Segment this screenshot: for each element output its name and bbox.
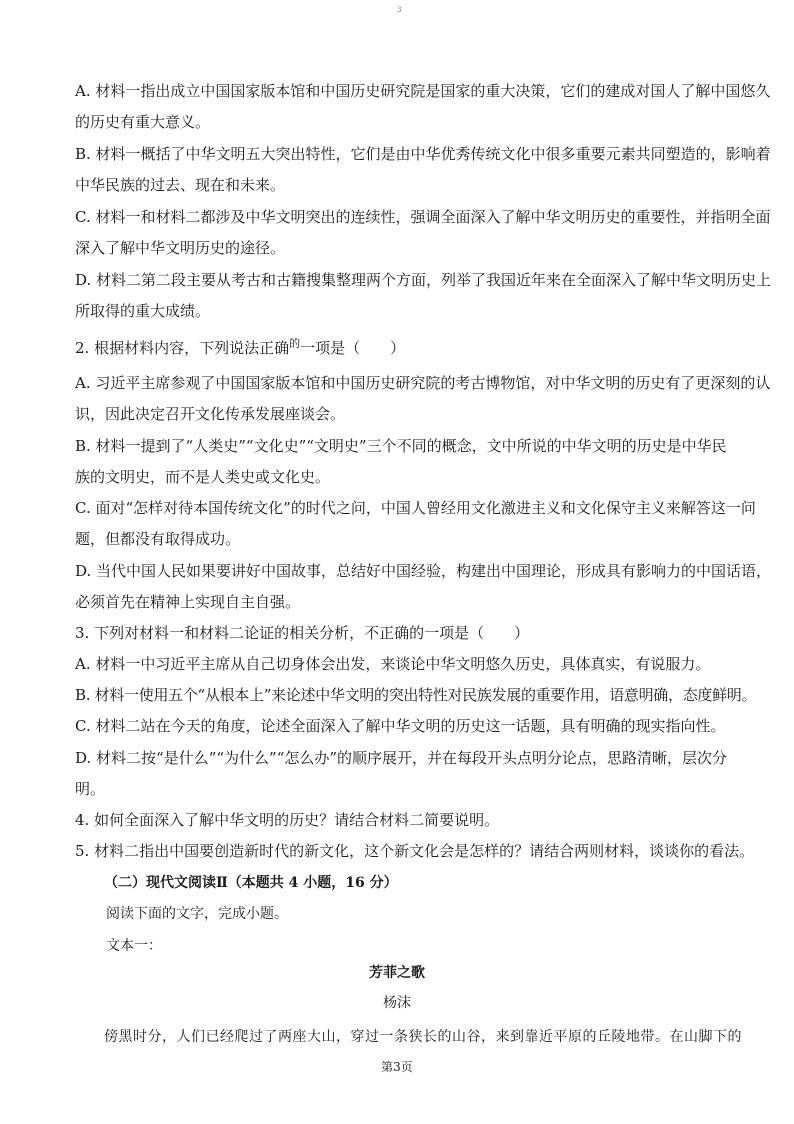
q1-option-a-line2: 的历史有重大意义。: [75, 113, 211, 131]
q1-option-d-line2: 所取得的重大成绩。: [75, 302, 211, 320]
q1-option-a-line1: A. 材料一指出成立中国国家版本馆和中国历史研究院是国家的重大决策，它们的建成对国人了解中国悠久: [75, 82, 771, 100]
q2-option-a-line2: 识，因此决定召开文化传承发展座谈会。: [75, 405, 346, 423]
story-first-line: 傍黑时分，人们已经爬过了两座大山，穿过一条狭长的山谷，来到靠近平原的丘陵地带。在山脚下的: [104, 1029, 742, 1045]
q2-option-b-line1: B. 材料一提到了“人类史”“文化史”“文明史”三个不同的概念，文中所说的中华文明的历史是中华民: [75, 437, 727, 455]
q3-stem: 3. 下列对材料一和材料二论证的相关分析，不正确的一项是（ ）: [75, 624, 530, 642]
page-top-mark: 3: [397, 6, 402, 14]
q2-option-c-line2: 题，但都没有取得成功。: [75, 530, 241, 548]
q3-option-d-line2: 明。: [75, 780, 106, 798]
q3-option-c: C. 材料二站在今天的角度，论述全面深入了解中华文明的历史这一话题，具有明确的现实指向性。: [75, 717, 726, 735]
story-title: 芳菲之歌: [369, 965, 425, 981]
q2-option-b-line2: 族的文明史，而不是人类史或文化史。: [75, 468, 331, 486]
q3-option-d-line1: D. 材料二按“是什么”“为什么”“怎么办”的顺序展开，并在每段开头点明分论点，思路清晰，层次分: [75, 749, 728, 767]
reading-instruction: 阅读下面的文字，完成小题。: [106, 906, 288, 922]
q2-stem-part2: 一项是（ ）: [300, 339, 406, 357]
q4: 4. 如何全面深入了解中华文明的历史？请结合材料二简要说明。: [75, 811, 500, 829]
q1-option-c-line2: 深入了解中华文明历史的途径。: [75, 239, 286, 257]
q2-option-a-line1: A. 习近平主席参观了中国国家版本馆和中国历史研究院的考古博物馆，对中华文明的历史有了更深刻的认: [75, 374, 771, 392]
q2-option-d-line1: D. 当代中国人民如果要讲好中国故事，总结好中国经验，构建出中国理论，形成具有影响力的中国话语，: [75, 562, 772, 580]
q2-stem: [75, 333, 725, 365]
q2-stem-part1: 2. 根据材料内容，下列说法正确: [75, 339, 290, 357]
q1-option-c-line1: C. 材料一和材料二都涉及中华文明突出的连续性，强调全面深入了解中华文明历史的重要性，并指明全面: [75, 208, 771, 226]
q2-stem-superscript: 的: [289, 337, 301, 350]
q1-option-d-line1: D. 材料二第二段主要从考古和古籍搜集整理两个方面，列举了我国近年来在全面深入了解中华文明历史上: [75, 271, 772, 289]
q3-option-b: B. 材料一使用五个“从根本上”来论述中华文明的突出特性对民族发展的重要作用，语意明确，态度鲜明。: [75, 686, 757, 704]
page-number: 第3页: [381, 1060, 413, 1074]
section-header: （二）现代文阅读Ⅱ（本题共 4 小题，16 分）: [104, 875, 398, 891]
q5: 5. 材料二指出中国要创造新时代的新文化，这个新文化会是怎样的？请结合两则材料，谈谈你的看法。: [75, 842, 755, 860]
q1-option-b-line1: B. 材料一概括了中华文明五大突出特性，它们是由中华优秀传统文化中很多重要元素共同塑造的，影响着: [75, 145, 771, 163]
q2-option-d-line2: 必须首先在精神上实现自主自强。: [75, 593, 301, 611]
q2-option-c-line1: C. 面对“怎样对待本国传统文化”的时代之问，中国人曾经用文化激进主义和文化保守主义来解答这一问: [75, 499, 756, 517]
q1-option-b-line2: 中华民族的过去、现在和未来。: [75, 176, 286, 194]
story-author: 杨沫: [383, 995, 411, 1011]
q3-option-a: A. 材料一中习近平主席从自己切身体会出发，来谈论中华文明悠久历史，具体真实，有说服力。: [75, 655, 711, 673]
text-one-label: 文本一：: [106, 938, 162, 954]
